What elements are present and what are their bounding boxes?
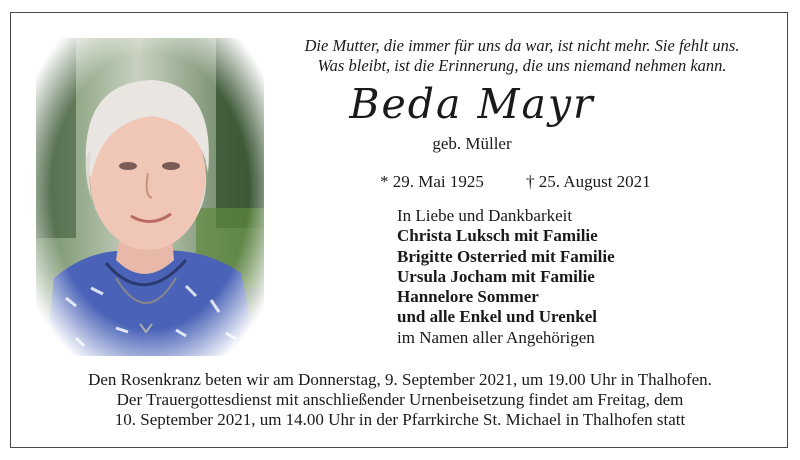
footer-line: Der Trauergottesdienst mit anschließender Urnenbeisetzung findet am Freitag, dem — [116, 390, 684, 409]
mourners-list — [397, 206, 737, 348]
death-date: † 25. August 2021 — [526, 172, 651, 191]
poem-line: Was bleibt, ist die Erinnerung, die uns niemand nehmen kann. — [317, 56, 727, 75]
birth-date: * 29. Mai 1925 — [380, 172, 484, 191]
mourners-intro: In Liebe und Dankbarkeit — [397, 206, 573, 225]
mourner-name: Ursula Jocham mit Familie — [397, 266, 595, 286]
deceased-name: Beda Mayr — [349, 80, 595, 128]
mourner-name: Hannelore Sommer — [397, 287, 539, 307]
memorial-poem — [272, 36, 772, 76]
poem-line: Die Mutter, die immer für uns da war, ist nicht mehr. Sie fehlt uns. — [304, 36, 740, 55]
footer-line: 10. September 2021, um 14.00 Uhr in der Pfarrkirche St. Michael in Thalhofen statt — [114, 410, 686, 429]
service-details — [20, 370, 780, 430]
mourners-outro: im Namen aller Angehörigen — [397, 327, 595, 347]
mourner-name: und alle Enkel und Urenkel — [397, 307, 597, 327]
portrait-image — [36, 38, 264, 356]
mourner-name: Christa Luksch mit Familie — [397, 226, 598, 246]
footer-line: Den Rosenkranz beten wir am Donnerstag, 9. September 2021, um 19.00 Uhr in Thalhofen. — [88, 370, 712, 389]
maiden-name: geb. Müller — [432, 134, 512, 153]
portrait-photo — [36, 38, 264, 356]
mourner-name: Brigitte Osterried mit Familie — [397, 246, 615, 266]
